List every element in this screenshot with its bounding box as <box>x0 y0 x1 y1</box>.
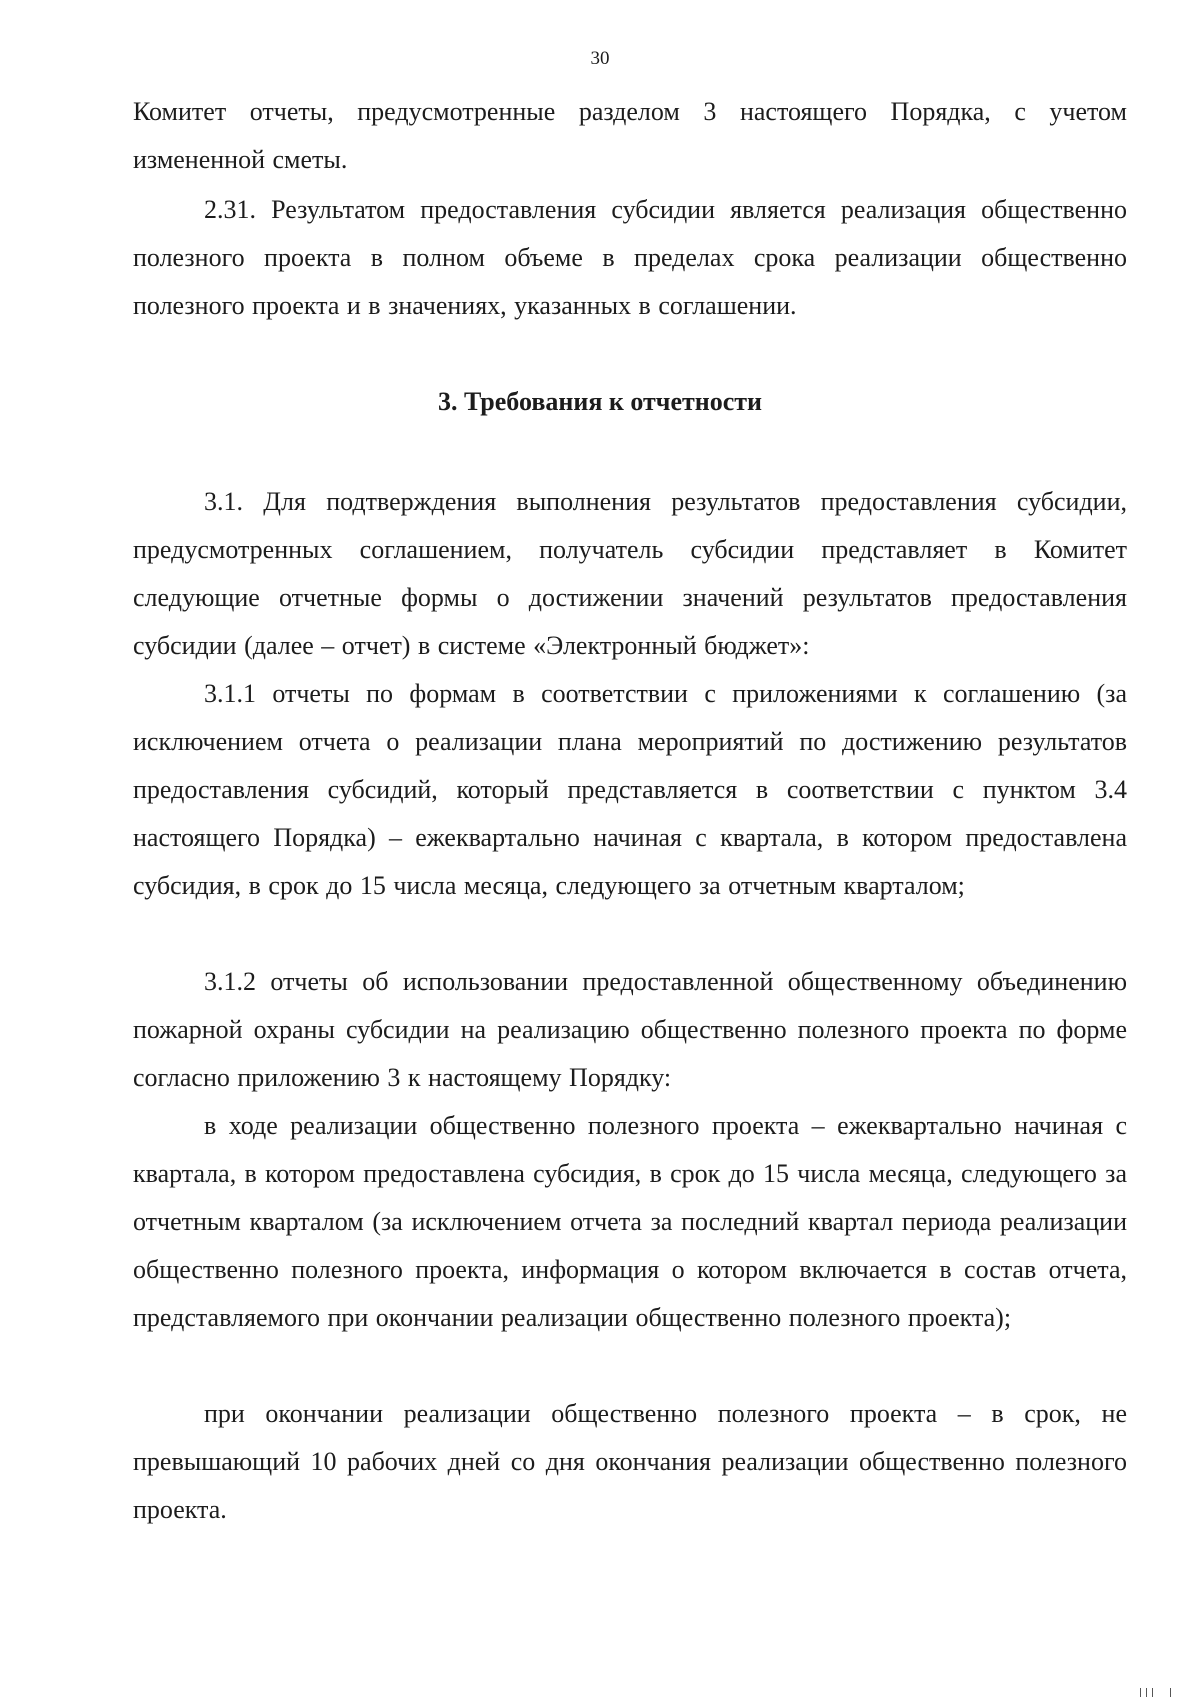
scan-artifact-mark <box>1152 1688 1153 1697</box>
scan-artifact-mark <box>1140 1688 1141 1697</box>
paragraph-3-1-2: 3.1.2 отчеты об использовании предоставленной общественному объединению пожарной охраны субсидии на реализацию общественно полезного проекта по форме согласно приложению 3 к настоящему Порядку: <box>133 967 1127 1092</box>
paragraph-3-1-1: 3.1.1 отчеты по формам в соответствии с приложениями к соглашению (за исключением отчета о реализации плана мероприятий по достижению результатов предоставления субсидий, который представляется в соответствии с пунктом 3.4 настоящего Порядка) – ежеквартально начиная с квартала, в котором предоставлена субсидия, в срок до 15 числа месяца, следующего за отчетным кварталом; <box>133 679 1127 900</box>
paragraph-during-implementation: в ходе реализации общественно полезного проекта – ежеквартально начиная с квартала, в котором предоставлена субсидия, в срок до 15 числа месяца, следующего за отчетным кварталом (за исключением отчета за последний квартал периода реализации общественно полезного проекта, информация о котором включается в состав отчета, представляемого при окончании реализации общественно полезного проекта); <box>133 1111 1127 1332</box>
paragraph-2-31: 2.31. Результатом предоставления субсидии является реализация общественно полезного проекта в полном объеме в пределах срока реализации общественно полезного проекта и в значениях, указанных в соглашении. <box>133 195 1127 320</box>
scan-artifact-mark <box>1170 1688 1171 1697</box>
paragraph-on-completion: при окончании реализации общественно полезного проекта – в срок, не превышающий 10 рабочих дней со дня окончания реализации общественно полезного проекта. <box>133 1399 1127 1524</box>
paragraph-continuation: Комитет отчеты, предусмотренные разделом 3 настоящего Порядка, с учетом измененной сметы. <box>133 97 1127 174</box>
page-number: 30 <box>590 48 610 69</box>
scan-artifact-mark <box>1146 1688 1147 1697</box>
paragraph-3-1: 3.1. Для подтверждения выполнения результатов предоставления субсидии, предусмотренных соглашением, получатель субсидии представляет в Комитет следующие отчетные формы о достижении значений результатов предоставления субсидии (далее – отчет) в системе «Электронный бюджет»: <box>133 487 1127 660</box>
section-heading: 3. Требования к отчетности <box>437 387 763 416</box>
